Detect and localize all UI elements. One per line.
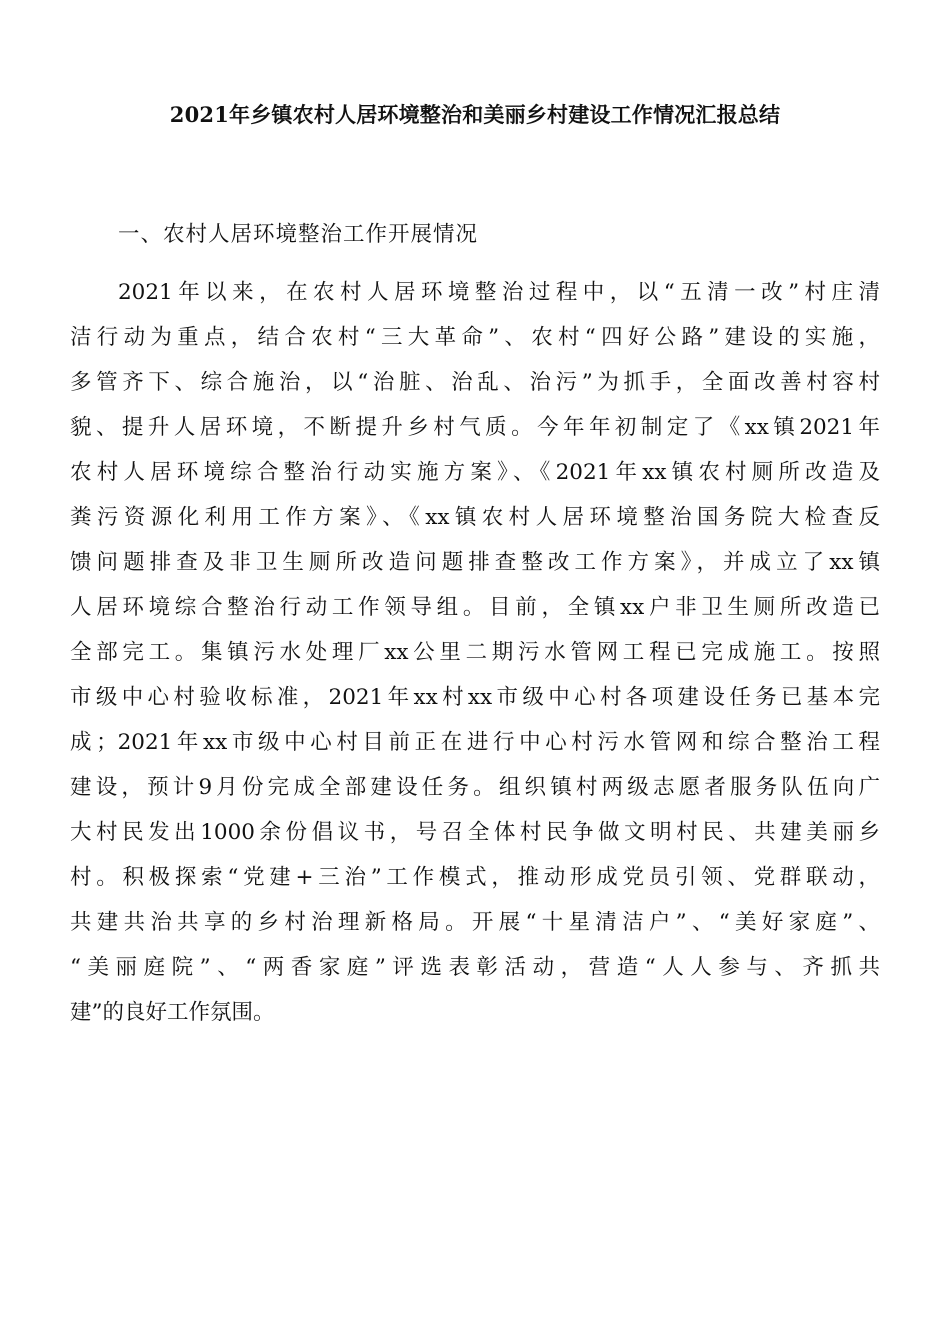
paragraph-line: 人居环境综合整治行动工作领导组。目前，全镇xx户非卫生厕所改造已 [70, 595, 880, 620]
document-title: 2021年乡镇农村人居环境整治和美丽乡村建设工作情况汇报总结 [169, 102, 781, 127]
paragraph-line: 农村人居环境综合整治行动实施方案》、《2021年xx镇农村厕所改造及 [70, 460, 880, 485]
paragraph-line: 建设，预计9月份完成全部建设任务。组织镇村两级志愿者服务队伍向广 [70, 775, 880, 800]
paragraph-line: 洁行动为重点，结合农村“三大革命”、农村“四好公路”建设的实施， [70, 325, 880, 350]
body-paragraph [70, 270, 880, 1035]
paragraph-line: 村。积极探索“党建+三治”工作模式，推动形成党员引领、党群联动， [70, 865, 880, 890]
paragraph-line: 馈问题排查及非卫生厕所改造问题排查整改工作方案》，并成立了xx镇 [70, 550, 880, 575]
paragraph-line: “美丽庭院”、“两香家庭”评选表彰活动，营造“人人参与、齐抓共 [70, 955, 880, 980]
section-heading: 一、农村人居环境整治工作开展情况 [118, 222, 479, 247]
paragraph-line: 2021年以来，在农村人居环境整治过程中，以“五清一改”村庄清 [118, 280, 880, 305]
paragraph-line: 建”的良好工作氛围。 [70, 1000, 275, 1025]
paragraph-line: 多管齐下、综合施治，以“治脏、治乱、治污”为抓手，全面改善村容村 [70, 370, 880, 395]
paragraph-line: 全部完工。集镇污水处理厂xx公里二期污水管网工程已完成施工。按照 [70, 640, 880, 665]
paragraph-line: 成；2021年xx市级中心村目前正在进行中心村污水管网和综合整治工程 [70, 730, 880, 755]
paragraph-line: 貌、提升人居环境，不断提升乡村气质。今年年初制定了《xx镇2021年 [70, 415, 880, 440]
paragraph-line: 市级中心村验收标准，2021年xx村xx市级中心村各项建设任务已基本完 [70, 685, 880, 710]
paragraph-line: 粪污资源化利用工作方案》、《xx镇农村人居环境整治国务院大检查反 [70, 505, 880, 530]
paragraph-line: 共建共治共享的乡村治理新格局。开展“十星清洁户”、“美好家庭”、 [70, 910, 880, 935]
paragraph-line: 大村民发出1000余份倡议书，号召全体村民争做文明村民、共建美丽乡 [70, 820, 880, 845]
